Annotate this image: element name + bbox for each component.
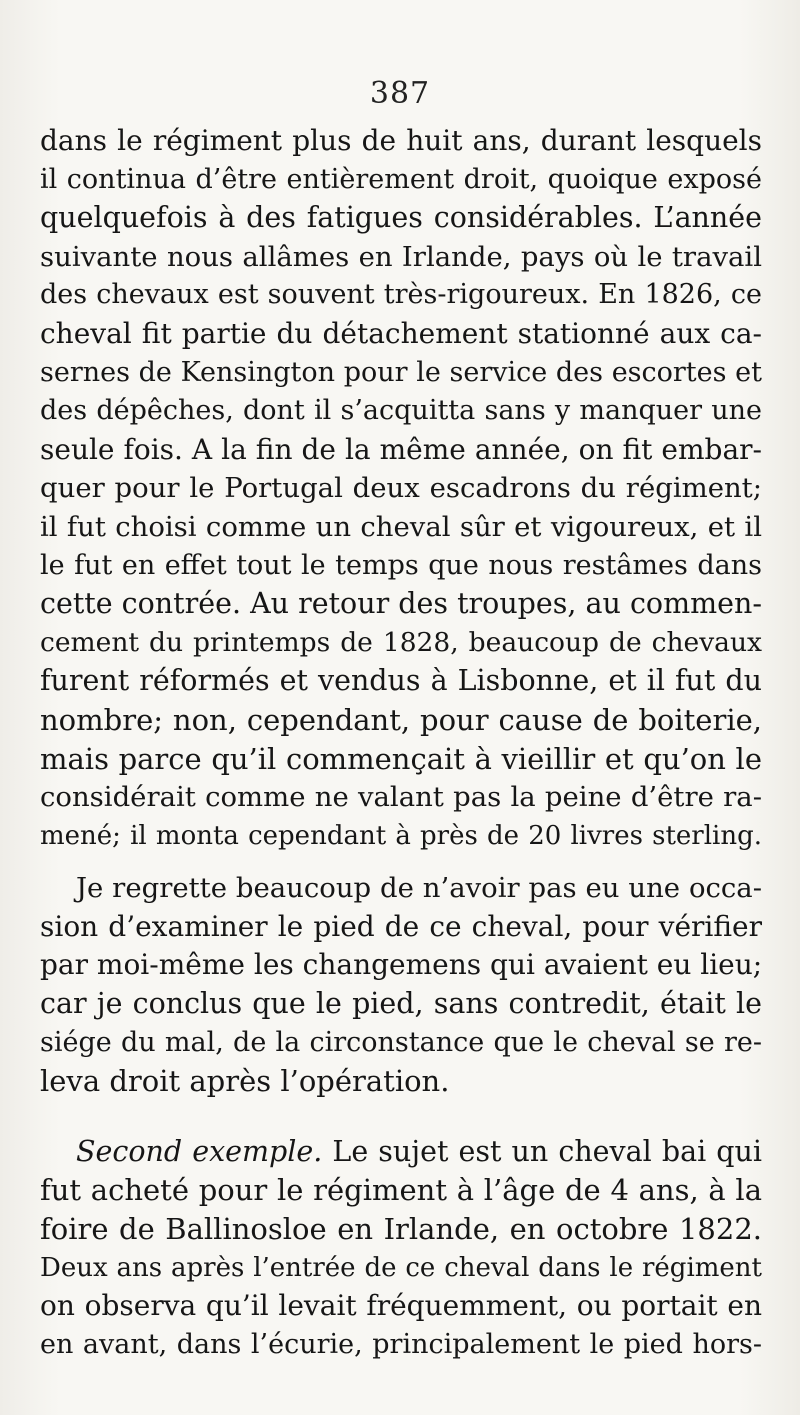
text-line: on observa qu’il levait fréquemment, ou portait en [40, 1289, 762, 1323]
paragraph-spacer [40, 855, 762, 869]
text-line: car je conclus que le pied, sans contredit, était le [40, 987, 762, 1021]
text-line [40, 1133, 762, 1172]
text-line: sernes de Kensington pour le service des escortes et [40, 356, 762, 388]
text-line: suivante nous allâmes en Irlande, pays où le travail [40, 240, 762, 273]
text-line: des chevaux est souvent très-rigoureux. En 1826, ce [40, 279, 762, 311]
text-line: dans le régiment plus de huit ans, durant lesquels [40, 124, 762, 157]
text-line: il fut choisi comme un cheval sûr et vigoureux, et il [40, 510, 762, 543]
text-line: cement du printemps de 1828, beaucoup de chevaux [40, 626, 762, 658]
text-line: cheval fit partie du détachement stationné aux ca- [40, 316, 762, 350]
text-line: mais parce qu’il commençait à vieillir et qu’on le [40, 741, 762, 776]
text-line: quelquefois à des fatigues considérables. L’année [40, 201, 762, 235]
text-line: en avant, dans l’écurie, principalement le pied hors- [40, 1328, 762, 1360]
text-line: Deux ans après l’entrée de ce cheval dans le régiment [40, 1252, 762, 1283]
text-line: le fut en effet tout le temps que nous restâmes dans [40, 549, 762, 581]
text-line: sion d’examiner le pied de ce cheval, pour vérifier [40, 909, 762, 943]
text-line: Je regrette beaucoup de n’avoir pas eu une occa- [76, 872, 762, 905]
section-lead-rest: Le sujet est un cheval bai qui [322, 1134, 762, 1168]
paragraph-2 [40, 869, 762, 1101]
paragraph-3 [40, 1133, 762, 1365]
text-line: quer pour le Portugal deux escadrons du régiment; [40, 472, 762, 505]
text-line: des dépêches, dont il s’acquitta sans y manquer une [40, 395, 762, 427]
text-line: leva droit après l’opération. [40, 1064, 450, 1099]
section-lead: Second exemple. [76, 1134, 323, 1168]
text-line: siége du mal, de la circonstance que le cheval se re- [40, 1026, 762, 1058]
text-line: nombre; non, cependant, pour cause de boiterie, [40, 702, 762, 737]
paragraph-spacer [40, 1101, 762, 1117]
text-line: cette contrée. Au retour des troupes, au commen- [40, 587, 762, 621]
text-line: mené; il monta cependant à près de 20 livres sterling. [40, 820, 762, 851]
paragraph-spacer [40, 1117, 762, 1133]
text-line: seule fois. A la fin de la même année, on fit embar- [40, 432, 762, 466]
text-line: foire de Ballinosloe en Irlande, en octobre 1822. [40, 1212, 762, 1247]
paragraph-1 [40, 122, 762, 855]
text-line: par moi-même les changemens qui avaient eu lieu; [40, 948, 763, 982]
text-line: furent réformés et vendus à Lisbonne, et il fut du [40, 664, 762, 698]
text-line: fut acheté pour le régiment à l’âge de 4 ans, à la [40, 1173, 762, 1208]
body-text [40, 122, 762, 1364]
page-number: 387 [369, 76, 431, 111]
text-line: considérait comme ne valant pas la peine d’être ra- [40, 781, 762, 814]
text-line: il continua d’être entièrement droit, quoique exposé [40, 163, 762, 195]
